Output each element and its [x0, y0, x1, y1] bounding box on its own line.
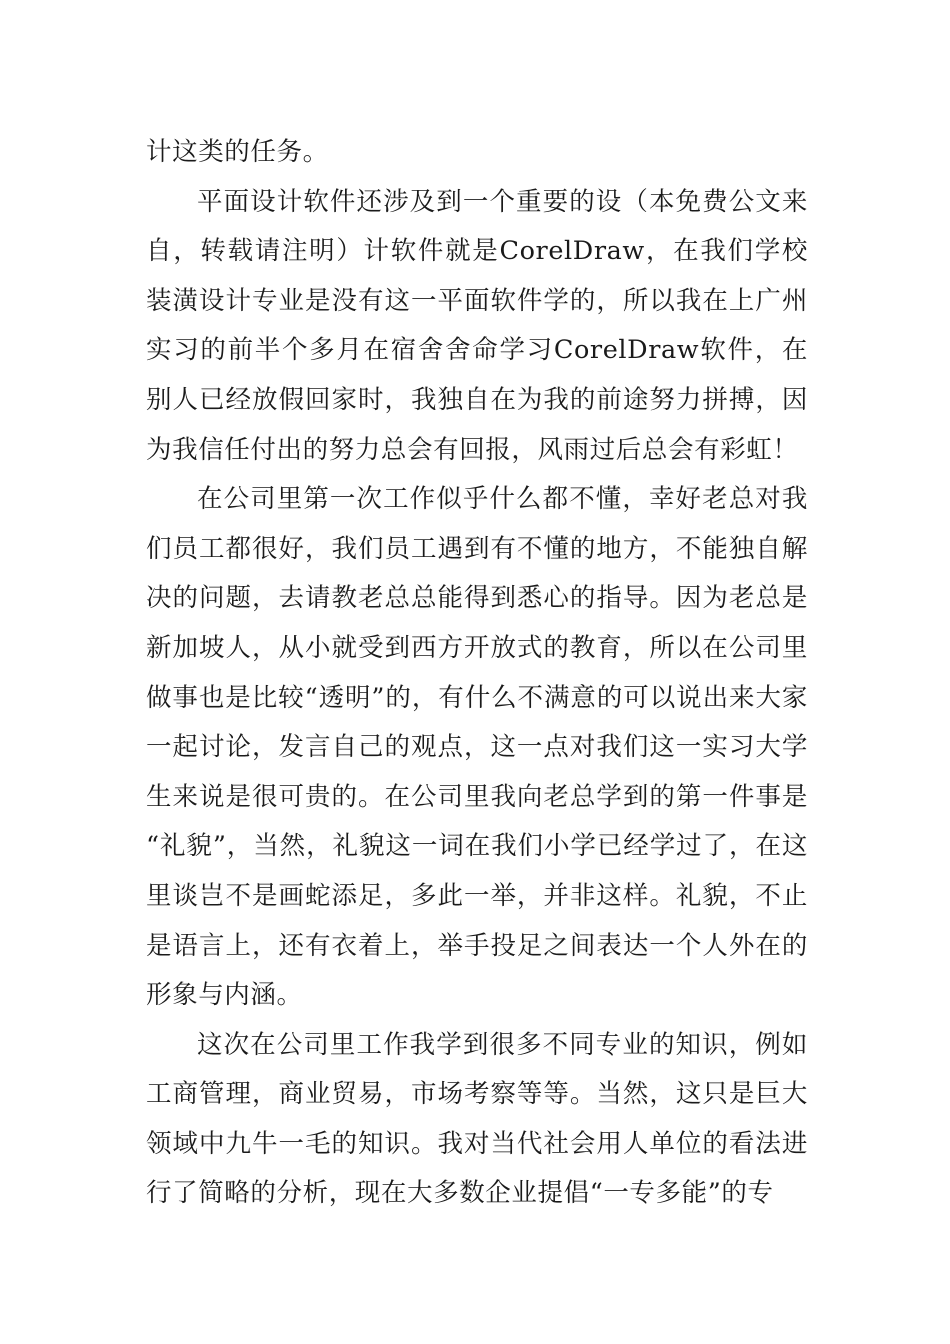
paragraph-3: 在公司里第一次工作似乎什么都不懂，幸好老总对我们员工都很好，我们员工遇到有不懂的地方，不能独自解决的问题，去请教老总总能得到悉心的指导。因为老总是新加坡人，从小就受到西方开放式的教育，所以在公司里做事也是比较“透明”的，有什么不满意的可以说出来大家一起讨论，发言自己的观点，这一点对我们这一实习大学生来说是很可贵的。在公司里我向老总学到的第一件事是“礼貌”，当然，礼貌这一词在我们小学已经学过了，在这里谈岂不是画蛇添足，多此一举，并非这样。礼貌，不止是语言上，还有衣着上，举手投足之间表达一个人外在的形象与内涵。 — [146, 484, 808, 1011]
paragraph-1: 计这类的任务。 — [146, 137, 329, 167]
paragraph-4: 这次在公司里工作我学到很多不同专业的知识，例如工商管理，商业贸易，市场考察等等。当然，这只是巨大领域中九牛一毛的知识。我对当代社会用人单位的看法进行了简略的分析，现在大多数企业提倡“一专多能”的专 — [146, 1029, 808, 1209]
document-body — [146, 128, 808, 1219]
paragraph-2: 平面设计软件还涉及到一个重要的设（本免费公文来自，转载请注明）计软件就是CorelDraw，在我们学校装潢设计专业是没有这一平面软件学的，所以我在上广州实习的前半个多月在宿舍舍命学习CorelDraw软件，在别人已经放假回家时，我独自在为我的前途努力拼搏，因为我信任付出的努力总会有回报，风雨过后总会有彩虹！ — [146, 186, 808, 465]
